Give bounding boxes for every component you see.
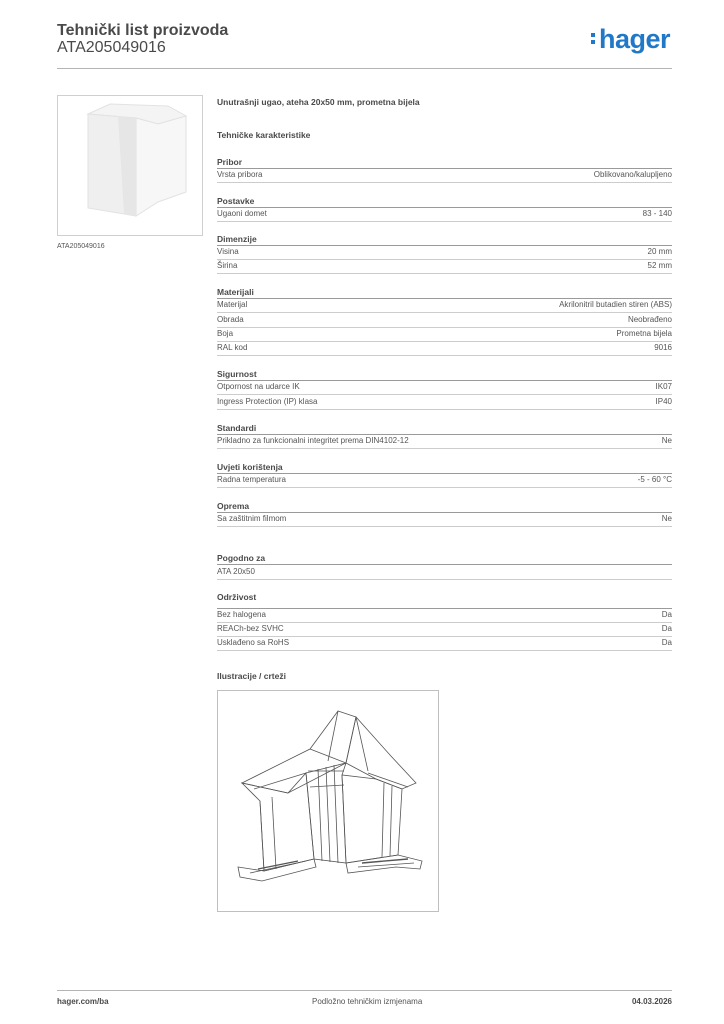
row-label: Prikladno za funkcionalni integritet prema DIN4102-12 <box>217 436 409 445</box>
product-image <box>57 95 203 236</box>
table-row <box>217 474 672 487</box>
footer-date: 04.03.2026 <box>631 997 672 1006</box>
table-row <box>217 169 672 182</box>
group-title-oprema: Oprema <box>217 501 250 511</box>
row-label: Visina <box>217 247 239 256</box>
row-value: -5 - 60 °C <box>637 475 672 484</box>
table-row <box>217 260 672 273</box>
table-row <box>217 435 672 448</box>
footer-divider <box>57 990 672 991</box>
table-row <box>217 246 672 259</box>
row-label: Vrsta pribora <box>217 170 263 179</box>
table-row <box>217 381 672 394</box>
row-value: 20 mm <box>647 247 672 256</box>
row-value: 9016 <box>654 343 672 352</box>
row-rule <box>217 355 672 356</box>
row-label: REACh-bez SVHC <box>217 624 284 633</box>
row-label: Materijal <box>217 300 248 309</box>
logo-dots-icon <box>591 33 596 47</box>
table-row <box>217 396 672 409</box>
group-rule <box>217 564 672 565</box>
table-row <box>217 208 672 221</box>
row-rule <box>217 526 672 527</box>
group-title-materijali: Materijali <box>217 287 254 297</box>
row-label: Otpornost na udarce IK <box>217 382 300 391</box>
table-row <box>217 342 672 355</box>
row-value: Oblikovano/kalupljeno <box>593 170 672 179</box>
row-label: ATA 20x50 <box>217 567 255 576</box>
row-label: Obrada <box>217 315 244 324</box>
group-title-pribor: Pribor <box>217 157 243 167</box>
row-rule <box>217 487 672 488</box>
table-row <box>217 566 672 579</box>
row-label: Usklađeno sa RoHS <box>217 638 290 647</box>
row-rule <box>217 312 672 313</box>
group-title-dimenzije: Dimenzije <box>217 234 257 244</box>
group-title-pogodno-za: Pogodno za <box>217 553 266 563</box>
table-row <box>217 623 672 636</box>
row-rule <box>217 448 672 449</box>
row-value: Neobrađeno <box>627 315 672 324</box>
row-rule <box>217 182 672 183</box>
article-number: ATA205049016 <box>57 39 166 56</box>
table-row <box>217 609 672 622</box>
row-rule <box>217 409 672 410</box>
product-image-caption: ATA205049016 <box>57 243 105 250</box>
header-divider <box>57 68 672 69</box>
technical-drawing <box>217 690 439 912</box>
row-value: 52 mm <box>647 261 672 270</box>
row-value: Akrilonitril butadien stiren (ABS) <box>559 300 672 309</box>
group-title-postavke: Postavke <box>217 196 255 206</box>
row-label: Radna temperatura <box>217 475 286 484</box>
row-rule <box>217 221 672 222</box>
row-label: Boja <box>217 329 234 338</box>
product-name: Unutrašnji ugao, ateha 20x50 mm, prometna bijela <box>217 97 420 107</box>
row-value: Ne <box>661 514 672 523</box>
group-title-sigurnost: Sigurnost <box>217 369 257 379</box>
table-row <box>217 328 672 341</box>
footer-note: Podložno tehničkim izmjenama <box>312 997 423 1006</box>
row-rule <box>217 650 672 651</box>
row-value: Prometna bijela <box>616 329 672 338</box>
row-value: 83 - 140 <box>642 209 672 218</box>
table-row <box>217 637 672 650</box>
logo-text: hager <box>599 24 671 54</box>
row-value: Ne <box>661 436 672 445</box>
row-label: Sa zaštitnim filmom <box>217 514 287 523</box>
row-value: IP40 <box>655 397 672 406</box>
table-row <box>217 314 672 327</box>
table-row <box>217 299 672 312</box>
row-label: Širina <box>217 261 238 270</box>
group-title-odrzivost: Održivost <box>217 592 257 602</box>
row-label: Ugaoni domet <box>217 209 267 218</box>
row-value: Da <box>661 610 672 619</box>
hager-logo <box>591 24 670 55</box>
row-value: Da <box>661 638 672 647</box>
row-rule <box>217 579 672 580</box>
row-rule <box>217 394 672 395</box>
document-title: Tehnički list proizvoda <box>57 22 229 39</box>
group-title-standardi: Standardi <box>217 423 257 433</box>
row-label: Bez halogena <box>217 610 266 619</box>
row-label: RAL kod <box>217 343 248 352</box>
row-rule <box>217 273 672 274</box>
row-value: IK07 <box>655 382 672 391</box>
tech-characteristics-heading: Tehničke karakteristike <box>217 130 311 140</box>
row-value: Da <box>661 624 672 633</box>
group-title-uvjeti: Uvjeti korištenja <box>217 462 283 472</box>
row-label: Ingress Protection (IP) klasa <box>217 397 318 406</box>
table-row <box>217 513 672 526</box>
illustrations-heading: Ilustracije / crteži <box>217 671 286 681</box>
footer-website-link[interactable]: hager.com/ba <box>57 997 109 1006</box>
